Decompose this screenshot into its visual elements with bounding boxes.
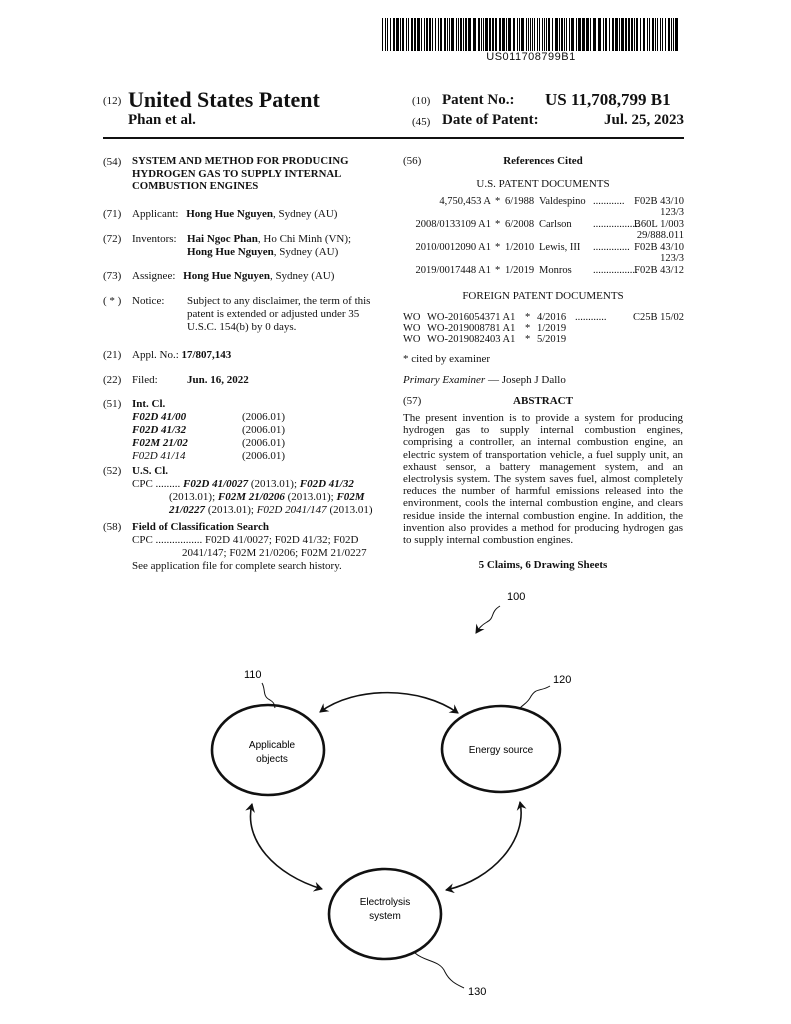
barcode-bar (481, 18, 482, 51)
filed-code: (22) (103, 374, 122, 386)
cpc-year: (2013.01); (248, 478, 300, 490)
barcode-bar (393, 18, 395, 51)
barcode-bar (478, 18, 480, 51)
cpc-year: (2013.01); (284, 491, 337, 503)
ref-star: * (495, 242, 501, 253)
ref-name: Carlson (539, 219, 572, 230)
barcode-bar (534, 18, 535, 51)
barcode-bar (468, 18, 471, 51)
patent-date: Jul. 25, 2023 (603, 112, 684, 128)
barcode-bar (544, 18, 545, 51)
inventor-name: Hai Ngoc Phan (187, 233, 258, 245)
barcode-bar (382, 18, 383, 51)
cpc-prefix: CPC ......... (132, 478, 181, 490)
intcl-class: F02M 21/02 (132, 437, 188, 449)
assignee-code: (73) (103, 270, 122, 282)
field-label: Field of Classification Search (132, 521, 269, 533)
barcode-bar (576, 18, 577, 51)
inventors-label: Inventors: (132, 233, 177, 245)
arrow-objects-electrolysis (250, 804, 322, 889)
barcode-bar (652, 18, 654, 51)
cpc-class: F02D 2041/147 (256, 504, 327, 516)
barcode-bar (460, 18, 462, 51)
barcode-bar (671, 18, 672, 51)
barcode-bar (426, 18, 428, 51)
barcode-bar (492, 18, 494, 51)
abstract-code: (57) (403, 395, 422, 407)
applicant-code: (71) (103, 208, 122, 220)
intcl-label: Int. Cl. (132, 398, 166, 410)
figure-ref-arrow (476, 606, 500, 633)
patent-number: US 11,708,799 B1 (545, 90, 671, 109)
barcode-bar (435, 18, 436, 51)
ref-number: WO-2016054371 A1 (427, 312, 516, 323)
inventors-list (187, 233, 351, 259)
ref-star: * (495, 196, 501, 207)
barcode-bar (449, 18, 450, 51)
ref-date: 1/2019 (537, 323, 567, 334)
barcode-bar (519, 18, 520, 51)
assignee-location: , Sydney (AU) (269, 270, 335, 282)
barcode-bar (402, 18, 404, 51)
barcode-bar (636, 18, 638, 51)
cpc-year: (2013.01) (326, 504, 373, 516)
node-ref-label: 110 (244, 669, 262, 681)
date-label: Date of Patent: (442, 112, 539, 128)
barcode-bar (502, 18, 505, 51)
barcode-bar (542, 18, 543, 51)
barcode-bar (631, 18, 633, 51)
node-applicable-objects (212, 705, 324, 795)
barcode-bar (561, 18, 563, 51)
barcode-bar (643, 18, 645, 51)
ref-name: Lewis, III (539, 242, 581, 253)
ref-class: F02B 43/10 (634, 196, 684, 207)
barcode-bar (603, 18, 604, 51)
notice-text (187, 295, 379, 334)
barcode-bar (530, 18, 531, 51)
ref-date: 5/2019 (537, 334, 567, 345)
uscl-label: U.S. Cl. (132, 465, 169, 477)
barcode-bar (625, 18, 627, 51)
intcl-class: F02D 41/14 (132, 450, 186, 462)
intcl-year: (2006.01) (242, 411, 286, 423)
ref-star: * (525, 312, 531, 323)
applicant-location: , Sydney (AU) (272, 208, 338, 220)
barcode-bar (649, 18, 650, 51)
arrow-objects-energy (320, 693, 458, 713)
barcode-bar (640, 18, 641, 51)
cpc-class: 21/0227 (169, 504, 206, 516)
cpc-class: F02D 41/0027 (183, 478, 249, 490)
field-code: (58) (103, 521, 122, 533)
title-line: SYSTEM AND METHOD FOR PRODUCING (132, 155, 349, 167)
ref-dots: .................. (593, 219, 641, 230)
ref-number: 2019/0017448 A1 (415, 265, 491, 276)
header-rule (103, 137, 684, 139)
barcode-bar (489, 18, 491, 51)
ref-name: Monros (539, 265, 572, 276)
assignee-label: Assignee: (132, 270, 176, 282)
barcode-bar (673, 18, 674, 51)
intcl-year: (2006.01) (242, 437, 286, 449)
intcl-year: (2006.01) (242, 450, 286, 462)
field-line: 2041/147; F02M 21/0206; F02M 21/0227 (182, 547, 367, 559)
intcl-row (132, 437, 302, 450)
barcode-bar (417, 18, 420, 51)
ref-date: 6/2008 (505, 219, 535, 230)
ref-date: 1/2010 (505, 242, 535, 253)
us-reference-class-cont: 123/3 (660, 207, 684, 218)
us-reference-class-cont: 123/3 (660, 253, 684, 264)
barcode-bar (665, 18, 666, 51)
intcl-year: (2006.01) (242, 424, 286, 436)
code-10: (10) (412, 95, 431, 107)
node-label: Energy source (468, 745, 534, 756)
ref-number: WO-2019008781 A1 (427, 323, 516, 334)
intcl-class: F02D 41/32 (132, 424, 187, 436)
barcode-bar (615, 18, 618, 51)
barcode-bar (411, 18, 413, 51)
barcode-bar (400, 18, 401, 51)
examiner-label: Primary Examiner (403, 374, 486, 386)
node-label: Applicable (248, 740, 296, 751)
node-ref-label: 130 (468, 986, 487, 998)
notice-line: patent is extended or adjusted under 35 (187, 308, 360, 320)
applicant-field (132, 208, 337, 221)
barcode-bar (440, 18, 442, 51)
barcode-bar (598, 18, 601, 51)
intcl-class: F02D 41/00 (132, 411, 187, 423)
cpc-year: (2013.01); (169, 491, 218, 503)
barcode-bar (387, 18, 388, 51)
ref-class: B60L 1/003 (633, 219, 684, 230)
barcode-bar (508, 18, 511, 51)
ref-number: WO-2019082403 A1 (427, 334, 516, 345)
barcode-bar (532, 18, 533, 51)
leader-line (415, 953, 464, 988)
barcode-bar (552, 18, 553, 51)
refs-title: References Cited (503, 155, 583, 167)
barcode-bar (432, 18, 433, 51)
barcode-bar (647, 18, 648, 51)
refs-code: (56) (403, 155, 422, 167)
barcode-bar (582, 18, 585, 51)
foreign-references (403, 312, 685, 350)
barcode-bar (421, 18, 422, 51)
system-diagram (0, 580, 791, 1020)
cpc-class: F02D 41/32 (299, 478, 354, 490)
ref-dots: .............. (593, 242, 630, 253)
barcode-bar (385, 18, 386, 51)
ref-dots: ............ (575, 312, 607, 323)
notice-line: U.S.C. 154(b) by 0 days. (187, 321, 297, 333)
intcl-code: (51) (103, 398, 122, 410)
claims-summary: 5 Claims, 6 Drawing Sheets (478, 559, 608, 571)
barcode-bar (621, 18, 624, 51)
cpc-class: F02M 21/0206 (217, 491, 285, 503)
barcode (382, 18, 680, 51)
barcode-bar (444, 18, 446, 51)
examiner-line (403, 374, 566, 387)
barcode-bar (447, 18, 448, 51)
barcode-bar (495, 18, 497, 51)
code-12: (12) (103, 95, 122, 107)
ref-star: * (495, 219, 501, 230)
assignee-name: Hong Hue Nguyen (183, 270, 270, 282)
barcode-bar (660, 18, 661, 51)
applicant-label: Applicant: (132, 208, 179, 220)
ref-name: Valdespino (539, 196, 586, 207)
barcode-bar (548, 18, 550, 51)
ref-class: F02B 43/10 (634, 242, 684, 253)
barcode-bar (526, 18, 527, 51)
us-references (403, 196, 685, 280)
barcode-bar (657, 18, 658, 51)
barcode-bar (521, 18, 524, 51)
barcode-bar (506, 18, 507, 51)
barcode-bar (396, 18, 399, 51)
ref-dots: ............ (593, 196, 625, 207)
us-patents-title: U.S. PATENT DOCUMENTS (476, 178, 610, 190)
foreign-reference-row (403, 334, 685, 346)
ref-star: * (525, 334, 531, 345)
barcode-bar (609, 18, 610, 51)
inventor-name: Hong Hue Nguyen (187, 246, 274, 258)
barcode-bar (406, 18, 407, 51)
notice-label: Notice: (132, 295, 165, 307)
node-electrolysis-system (329, 869, 441, 959)
barcode-bar (571, 18, 574, 51)
inventors-short: Phan et al. (128, 112, 196, 128)
barcode-bar (555, 18, 558, 51)
foreign-patents-title: FOREIGN PATENT DOCUMENTS (462, 290, 624, 302)
abstract-text: The present invention is to provide a system for producing hydrogen gas to supply internal combustion engines, comprising a controller, an internal combustion engine, an electric system of transportation vehicle, a fuel supply unit, an exhaust sensor, a battery management system, and an electrolysis system. The system saves fuel, almost completely reduces the number of harmful emissions released into the environment, cools the internal combustion engine, and clears residue inside the internal combustion engine. In addition, the invention also provides a method for producing hydrogen gas to supply internal combustion engines. (403, 412, 683, 547)
ref-date: 4/2016 (537, 312, 567, 323)
notice-code: ( * ) (103, 295, 122, 307)
filed-label: Filed: (132, 374, 158, 386)
applicant-name: Hong Hue Nguyen (186, 208, 273, 220)
ref-country: WO (403, 323, 421, 334)
barcode-bar (662, 18, 663, 51)
node-energy-source (442, 706, 560, 792)
ref-country: WO (403, 312, 421, 323)
barcode-bar (390, 18, 391, 51)
us-reference-row (403, 265, 685, 277)
barcode-bar (590, 18, 591, 51)
field-line: See application file for complete search history. (132, 560, 342, 572)
invention-title (132, 155, 349, 193)
inventor-location: , Sydney (AU) (273, 246, 339, 258)
barcode-bar (675, 18, 678, 51)
appl-label: Appl. No.: (132, 349, 179, 361)
code-45: (45) (412, 116, 431, 128)
ref-number: 4,750,453 A (439, 196, 491, 207)
patent-number-label: Patent No.: (442, 92, 515, 108)
barcode-bar (569, 18, 570, 51)
barcode-bar (559, 18, 560, 51)
leader-line (520, 686, 550, 708)
barcode-bar (528, 18, 529, 51)
abstract-title: ABSTRACT (513, 395, 573, 407)
barcode-bar (612, 18, 614, 51)
ref-star: * (495, 265, 501, 276)
title-code: (54) (103, 156, 122, 168)
barcode-bar (537, 18, 538, 51)
title-line: COMBUSTION ENGINES (132, 180, 259, 192)
barcode-bar (458, 18, 459, 51)
barcode-bar (438, 18, 439, 51)
intcl-list (132, 411, 302, 463)
node-ref-label: 120 (553, 674, 572, 686)
barcode-bar (586, 18, 589, 51)
figure-ref-label: 100 (507, 591, 526, 603)
barcode-bar (539, 18, 540, 51)
barcode-number: US011708799B1 (486, 51, 576, 63)
barcode-bar (628, 18, 630, 51)
ref-date: 1/2019 (505, 265, 535, 276)
appl-field (132, 349, 231, 362)
inventor-location: , Ho Chi Minh (VN); (257, 233, 352, 245)
intcl-row (132, 450, 302, 463)
node-label: objects (256, 754, 288, 765)
uscl-cpc (132, 478, 382, 517)
barcode-bar (668, 18, 670, 51)
cited-note: * cited by examiner (403, 353, 491, 365)
barcode-bar (619, 18, 620, 51)
ref-number: 2010/0012090 A1 (415, 242, 491, 253)
notice-line: Subject to any disclaimer, the term of this (187, 295, 371, 307)
ref-class: F02B 43/12 (634, 265, 684, 276)
assignee-field (132, 270, 334, 283)
ref-number: 2008/0133109 A1 (415, 219, 491, 230)
uscl-code: (52) (103, 465, 122, 477)
document-type-title: United States Patent (128, 87, 320, 112)
us-reference-class-cont: 29/888.011 (636, 230, 684, 241)
node-label: system (369, 911, 401, 922)
intcl-row (132, 411, 302, 424)
intcl-row (132, 424, 302, 437)
barcode-bar (517, 18, 518, 51)
barcode-bar (424, 18, 425, 51)
barcode-bar (605, 18, 607, 51)
barcode-bar (564, 18, 565, 51)
ref-star: * (525, 323, 531, 334)
filed-date: Jun. 16, 2022 (187, 374, 249, 386)
field-line: CPC ................. F02D 41/0027; F02D 41/32; F02D (132, 534, 359, 546)
arrow-energy-electrolysis (446, 802, 521, 890)
field-search (132, 534, 382, 573)
appl-code: (21) (103, 349, 122, 361)
barcode-bar (451, 18, 454, 51)
barcode-bar (546, 18, 547, 51)
cpc-year: (2013.01); (205, 504, 257, 516)
barcode-bar (499, 18, 501, 51)
barcode-bar (566, 18, 567, 51)
barcode-bar (655, 18, 656, 51)
barcode-bar (463, 18, 464, 51)
barcode-bar (513, 18, 515, 51)
barcode-bar (578, 18, 581, 51)
barcode-bar (429, 18, 431, 51)
barcode-bar (473, 18, 476, 51)
ref-date: 6/1988 (505, 196, 535, 207)
title-line: HYDROGEN GAS TO SUPPLY INTERNAL (132, 167, 342, 180)
ref-country: WO (403, 334, 421, 345)
barcode-bar (634, 18, 635, 51)
node-label: Electrolysis (359, 897, 411, 908)
barcode-bar (456, 18, 457, 51)
inventors-code: (72) (103, 233, 122, 245)
ref-class: C25B 15/02 (632, 312, 684, 323)
barcode-bar (408, 18, 409, 51)
barcode-bar (414, 18, 416, 51)
appl-number: 17/807,143 (181, 349, 232, 361)
barcode-bar (465, 18, 467, 51)
ref-dots: ................. (593, 265, 638, 276)
examiner-name: — Joseph J Dallo (485, 374, 566, 386)
cpc-class: F02M (336, 491, 365, 503)
barcode-bar (485, 18, 488, 51)
barcode-bar (593, 18, 596, 51)
barcode-bar (483, 18, 484, 51)
